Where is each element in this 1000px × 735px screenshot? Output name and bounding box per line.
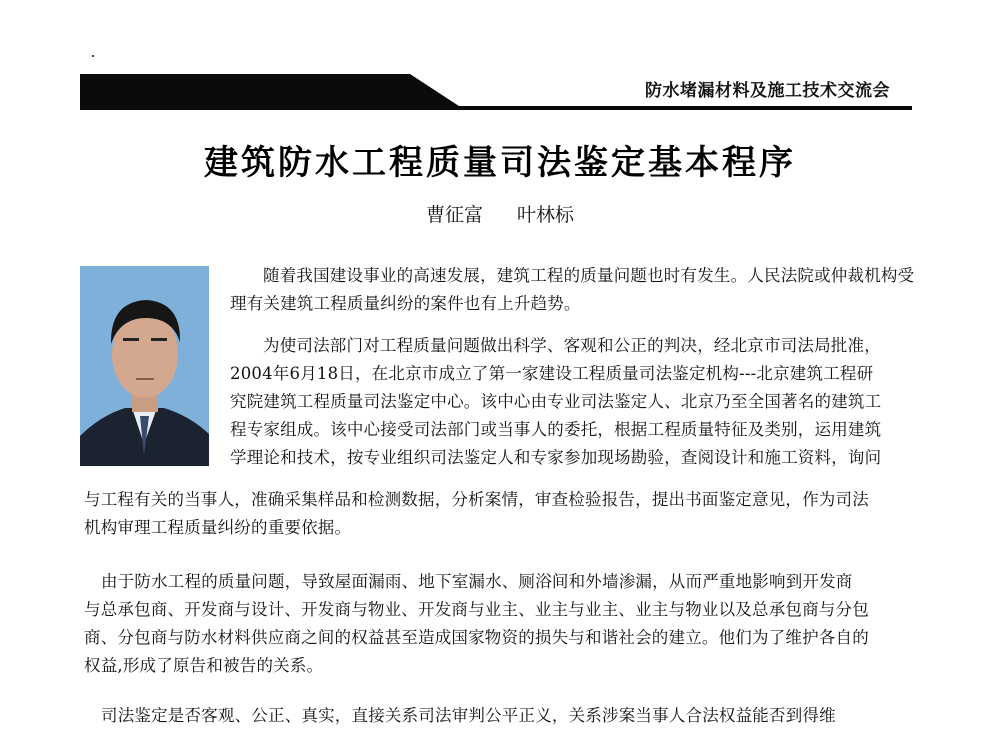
text-line: 程专家组成。该中心接受司法部门或当事人的委托，根据工程质量特征及类别，运用建筑 [230, 420, 882, 439]
text-line: 权益,形成了原告和被告的关系。 [84, 656, 324, 675]
paragraph-intro [230, 262, 916, 318]
text-line: 商、分包商与防水材料供应商之间的权益甚至造成国家物资的损失与和谐社会的建立。他们为了维护各自的 [84, 628, 869, 647]
photo-eyebrow [151, 338, 167, 341]
photo-mouth [136, 378, 154, 380]
scan-speck [92, 55, 94, 57]
paragraph-center [230, 332, 916, 472]
text-line [230, 332, 916, 360]
text-line: 与总承包商、开发商与设计、开发商与物业、开发商与业主、业主与业主、业主与物业以及总承包商与分包 [84, 600, 869, 619]
article-title: 建筑防水工程质量司法鉴定基本程序 [204, 143, 796, 183]
text-line: 究院建筑工程质量司法鉴定中心。该中心由专业司法鉴定人、北京乃至全国著名的建筑工 [230, 392, 882, 411]
paragraph-text: 随着我国建设事业的高速发展，建筑工程的质量问题也时有发生。人民法院或仲裁机构受理有关建筑工程质量纠纷的案件也有上升趋势。 [230, 266, 915, 313]
author-name: 叶林标 [517, 204, 575, 226]
paragraph-center-continued [84, 486, 916, 542]
paragraph-judicial [84, 702, 916, 730]
text-line [84, 568, 916, 596]
text-line-content: 由于防水工程的质量问题，导致屋面漏雨、地下室漏水、厕浴间和外墙渗漏，从而严重地影响到开发商 [101, 572, 853, 591]
author-line [0, 200, 1000, 227]
paragraph-text: 司法鉴定是否客观、公正、真实，直接关系司法审判公平正义，关系涉案当事人合法权益能否到得维 [101, 706, 836, 725]
text-line-content: 为使司法部门对工程质量问题做出科学、客观和公正的判决，经北京市司法局批准， [263, 336, 881, 355]
photo-eyebrow [123, 338, 139, 341]
text-line: 学理论和技术，按专业组织司法鉴定人和专家参加现场勘验，查阅设计和施工资料，询问 [230, 448, 882, 467]
author-photo [80, 266, 209, 466]
text-line: 与工程有关的当事人，准确采集样品和检测数据，分析案情，审查检验报告，提出书面鉴定意见，作为司法 [84, 490, 869, 509]
author-name: 曹征富 [425, 204, 483, 226]
paragraph-waterproofing-issues [84, 568, 916, 680]
text-line: 机构审理工程质量纠纷的重要依据。 [84, 518, 352, 537]
header-black-wedge [80, 74, 465, 110]
text-line: 2004年6月18日，在北京市成立了第一家建设工程质量司法鉴定机构---北京建筑工程研 [230, 364, 874, 383]
conference-name: 防水堵漏材料及施工技术交流会 [645, 81, 890, 101]
header-rule [80, 106, 912, 110]
